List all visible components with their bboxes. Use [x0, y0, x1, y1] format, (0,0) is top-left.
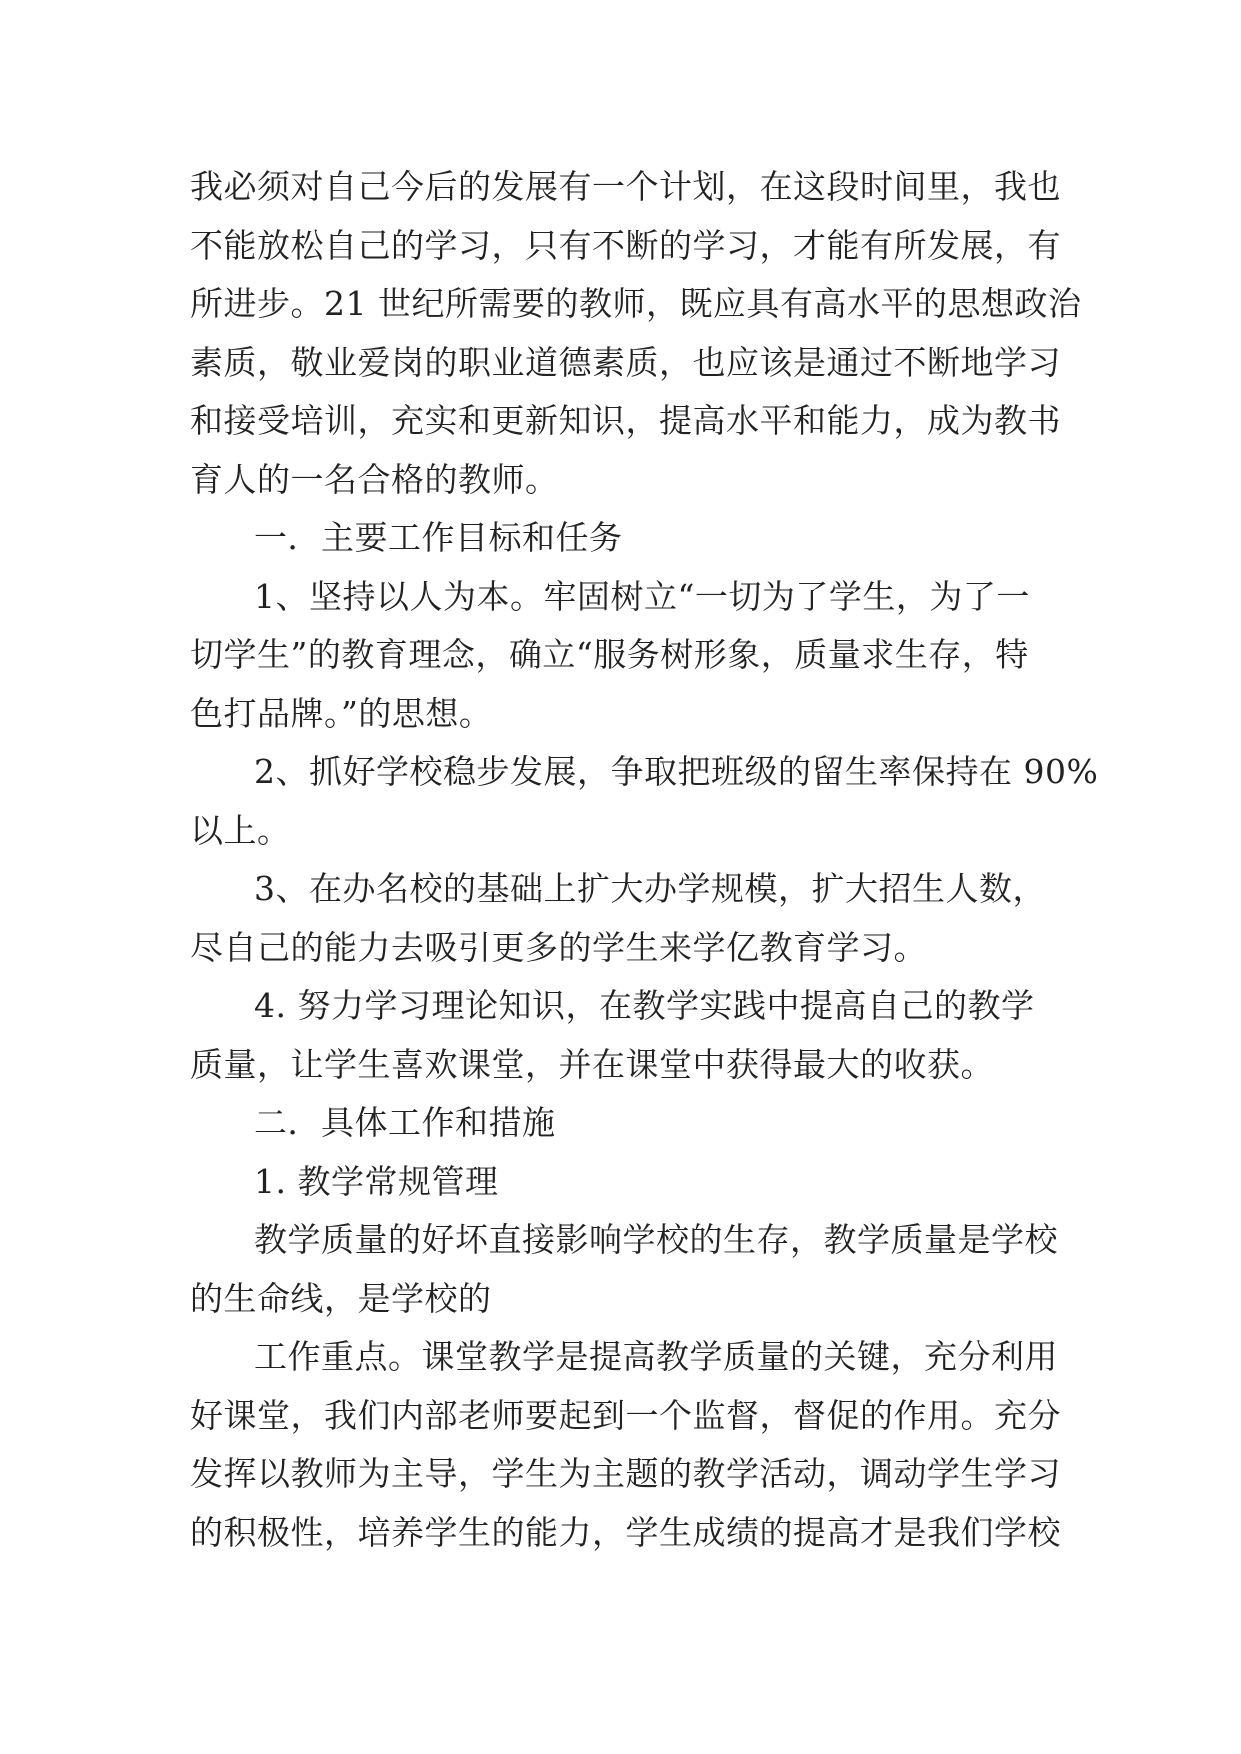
text-line: 所进步。21 世纪所需要的教师，既应具有高水平的思想政治 — [190, 284, 1082, 323]
text-line: 好课堂，我们内部老师要起到一个监督，督促的作用。充分 — [190, 1395, 1061, 1435]
text-line: 切学生”的教育理念，确立“服务树形象，质量求生存，特 — [190, 635, 1029, 674]
text-line: 的积极性，培养学生的能力，学生成绩的提高才是我们学校 — [190, 1512, 1061, 1552]
text-line: 我必须对自己今后的发展有一个计划，在这段时间里，我也 — [190, 167, 1061, 206]
text-line: 素质，敬业爱岗的职业道德素质，也应该是通过不断地学习 — [190, 342, 1061, 382]
text-line: 以上。 — [190, 810, 291, 850]
text-line: 育人的一名合格的教师。 — [190, 459, 559, 499]
section-heading: 一．主要工作目标和任务 — [254, 518, 623, 557]
text-line: 4. 努力学习理论知识，在教学实践中提高自己的教学 — [254, 986, 1035, 1025]
text-line: 教学质量的好坏直接影响学校的生存，教学质量是学校 — [254, 1220, 1058, 1259]
subsection-heading: 1. 教学常规管理 — [254, 1161, 499, 1201]
text-line: 质量，让学生喜欢课堂，并在课堂中获得最大的收获。 — [190, 1044, 994, 1084]
text-line: 的生命线，是学校的 — [190, 1278, 492, 1318]
text-line: 3、在办名校的基础上扩大办学规模，扩大招生人数， — [254, 869, 1046, 908]
section-heading: 二．具体工作和措施 — [254, 1103, 556, 1142]
text-line: 尽自己的能力去吸引更多的学生来学亿教育学习。 — [190, 927, 927, 967]
text-line: 发挥以教师为主导，学生为主题的教学活动，调动学生学习 — [190, 1454, 1061, 1493]
text-line: 和接受培训，充实和更新知识，提高水平和能力，成为教书 — [190, 401, 1061, 440]
text-line: 工作重点。课堂教学是提高教学质量的关键，充分利用 — [254, 1337, 1058, 1376]
text-line: 2、抓好学校稳步发展，争取把班级的留生率保持在 90% — [254, 752, 1099, 791]
document-body — [190, 158, 1099, 1562]
text-line: 不能放松自己的学习，只有不断的学习，才能有所发展，有 — [190, 225, 1061, 265]
text-line: 1、坚持以人为本。牢固树立“一切为了学生，为了一 — [254, 576, 1030, 616]
text-line: 色打品牌。”的思想。 — [190, 693, 493, 733]
